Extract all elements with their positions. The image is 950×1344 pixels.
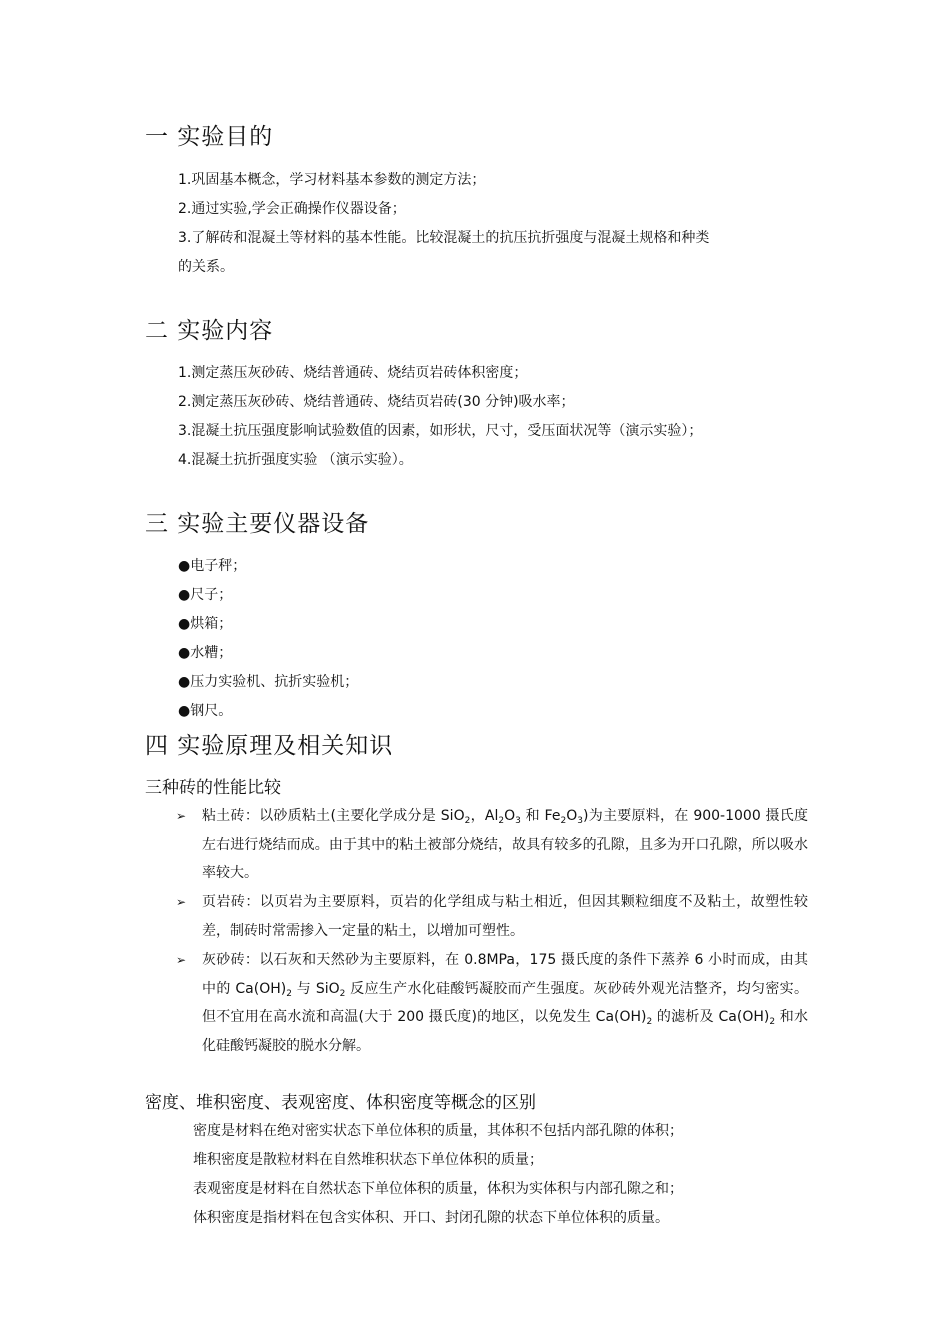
- list-item: 3.了解砖和混凝土等材料的基本性能。比较混凝土的抗压抗折强度与混凝土规格和种类: [178, 230, 710, 246]
- section-heading-content: 二 实验内容: [145, 318, 274, 344]
- list-item: ●压力实验机、抗折实验机；: [178, 674, 359, 690]
- list-item: 2.通过实验,学会正确操作仪器设备；: [178, 201, 406, 217]
- list-item: ●水糟；: [178, 645, 233, 661]
- paragraph-clay-brick: 粘土砖：以砂质粘土(主要化学成分是 SiO$_2$，$Al_2O_3$ 和 $Fe_2O_3$)为主要原料，在 900-1000 摄氏度左右进行烧结而成。由于其中的粘土被部分烧结，故具有较多的孔隙，且多为开口孔隙，所以吸水率较大。: [202, 808, 808, 881]
- paragraph-shale-brick: 页岩砖：以页岩为主要原料，页岩的化学组成与粘土相近，但因其颗粒细度不及粘土，故塑性较差，制砖时常需掺入一定量的粘土，以增加可塑性。: [202, 894, 808, 939]
- list-item: 3.混凝土抗压强度影响试验数值的因素，如形状，尺寸，受压面状况等（演示实验）；: [178, 423, 703, 439]
- paragraph-sand-lime-brick: 灰砂砖：以石灰和天然砂为主要原料，在 0.8MPa，175 摄氏度的条件下蒸养 6 小时而成，由其中的 $Ca(OH)_2$ 与 SiO$_2$ 反应生产水化硅酸钙凝胶而产生强度。灰砂砖外观光洁整齐，均匀密实。但不宜用在高水流和高温(大于 200 摄氏度)的地区，以免发生 $Ca(OH)_2$ 的滤析及 $Ca(OH)_2$ 和水化硅酸钙凝胶的脱水分解。: [202, 952, 808, 1054]
- list-item: ●钢尺。: [178, 703, 233, 719]
- definition-line: 堆积密度是散粒材料在自然堆积状态下单位体积的质量；: [193, 1152, 543, 1168]
- list-item: 2.测定蒸压灰砂砖、烧结普通砖、烧结页岩砖(30 分钟)吸水率；: [178, 394, 575, 410]
- section-heading-principles: 四 实验原理及相关知识: [145, 733, 394, 759]
- list-item: 4.混凝土抗折强度实验 （演示实验）。: [178, 452, 413, 468]
- list-item: 1.巩固基本概念，学习材料基本参数的测定方法；: [178, 172, 486, 188]
- definition-line: 体积密度是指材料在包含实体积、开口、封闭孔隙的状态下单位体积的质量。: [193, 1210, 669, 1226]
- list-item: 的关系。: [178, 259, 234, 275]
- list-item: ●尺子；: [178, 587, 233, 603]
- definition-line: 密度是材料在绝对密实状态下单位体积的质量，其体积不包括内部孔隙的体积；: [193, 1123, 683, 1139]
- arrow-bullet-icon: ➢: [176, 953, 187, 967]
- arrow-bullet-icon: ➢: [176, 809, 187, 823]
- list-item: ●电子秤；: [178, 558, 247, 574]
- subsection-heading-bricks: 三种砖的性能比较: [145, 778, 281, 798]
- section-heading-equipment: 三 实验主要仪器设备: [145, 511, 370, 537]
- arrow-bullet-icon: ➢: [176, 895, 187, 909]
- list-item: 1.测定蒸压灰砂砖、烧结普通砖、烧结页岩砖体积密度；: [178, 365, 528, 381]
- list-item: ●烘箱；: [178, 616, 233, 632]
- subsection-heading-density: 密度、堆积密度、表观密度、体积密度等概念的区别: [145, 1093, 536, 1113]
- section-heading-purpose: 一 实验目的: [145, 124, 274, 150]
- definition-line: 表观密度是材料在自然状态下单位体积的质量，体积为实体积与内部孔隙之和；: [193, 1181, 683, 1197]
